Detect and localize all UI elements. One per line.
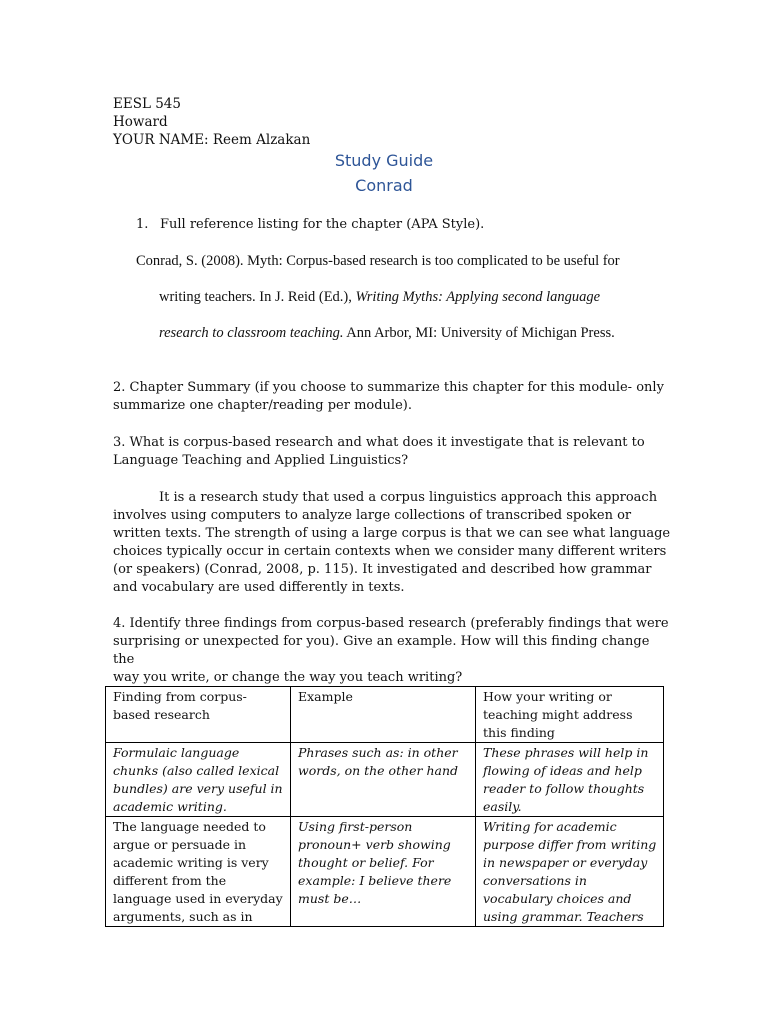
header-cell-example: Example — [291, 687, 476, 743]
table-cell: These phrases will help in flowing of ideas and help reader to follow thoughts easily. — [476, 743, 664, 817]
question-4-line: surprising or unexpected for you). Give an example. How will this finding change the — [113, 634, 650, 667]
reference-line-2-text: writing teachers. In J. Reid (Ed.), — [159, 289, 356, 305]
header-cell-address: How your writing or teaching might address this finding — [476, 687, 664, 743]
answer-line: written texts. The strength of using a large corpus is that we can see what language — [113, 526, 671, 541]
answer-line: and vocabulary are used differently in texts. — [113, 580, 405, 595]
reference-book-title: Writing Myths: Applying second language — [355, 289, 601, 305]
instructor-name: Howard — [113, 114, 168, 130]
student-name: YOUR NAME: Reem Alzakan — [113, 132, 311, 148]
question-4-line: 4. Identify three findings from corpus-based research (preferably findings that were — [113, 616, 669, 631]
answer-line: choices typically occur in certain contexts when we consider many different writers — [113, 544, 667, 559]
question-4 — [113, 615, 673, 687]
table-cell: Formulaic language chunks (also called lexical bundles) are very useful in academic writing. — [106, 743, 291, 817]
question-4-line: way you write, or change the way you teach writing? — [113, 670, 463, 685]
question-2-line: summarize one chapter/reading per module). — [113, 398, 412, 413]
page-subtitle: Conrad — [355, 176, 413, 195]
course-code: EESL 545 — [113, 96, 181, 112]
reference-line-1: Conrad, S. (2008). Myth: Corpus-based research is too complicated to be useful for — [136, 253, 620, 269]
question-3 — [113, 434, 673, 470]
question-1-text: Full reference listing for the chapter (APA Style). — [160, 217, 485, 232]
question-3-line: 3. What is corpus-based research and what does it investigate that is relevant to — [113, 435, 645, 450]
table-cell: Using first-person pronoun+ verb showing thought or belief. For example: I believe there must be… — [291, 817, 476, 927]
header-cell-finding: Finding from corpus- based research — [106, 687, 291, 743]
answer-line: involves using computers to analyze large collections of transcribed spoken or — [113, 508, 632, 523]
page-title: Study Guide — [334, 151, 434, 170]
reference-publisher: Ann Arbor, MI: University of Michigan Press. — [343, 325, 615, 341]
answer-line: (or speakers) (Conrad, 2008, p. 115). It investigated and described how grammar — [113, 562, 652, 577]
question-3-answer — [113, 489, 673, 597]
question-3-line: Language Teaching and Applied Linguistics? — [113, 453, 409, 468]
table-row — [106, 743, 664, 817]
question-2 — [113, 379, 673, 415]
reference-line-3 — [159, 325, 615, 342]
reference-book-title-cont: research to classroom teaching. — [159, 325, 344, 341]
table-cell: Phrases such as: in other words, on the other hand — [291, 743, 476, 817]
table-cell: Writing for academic purpose differ from writing in newspaper or everyday conversations in vocabulary choices and using grammar. Teachers — [476, 817, 664, 927]
question-1 — [136, 217, 484, 232]
reference-line-2 — [159, 289, 600, 306]
answer-line: It is a research study that used a corpus linguistics approach this approach — [159, 490, 658, 505]
table-cell: The language needed to argue or persuade in academic writing is very different from the language used in everyday arguments, such as in — [106, 817, 291, 927]
question-2-line: 2. Chapter Summary (if you choose to summarize this chapter for this module- only — [113, 380, 664, 395]
question-1-number: 1. — [136, 217, 149, 232]
table-row — [106, 817, 664, 927]
findings-table — [105, 686, 664, 927]
table-header-row — [106, 687, 664, 743]
